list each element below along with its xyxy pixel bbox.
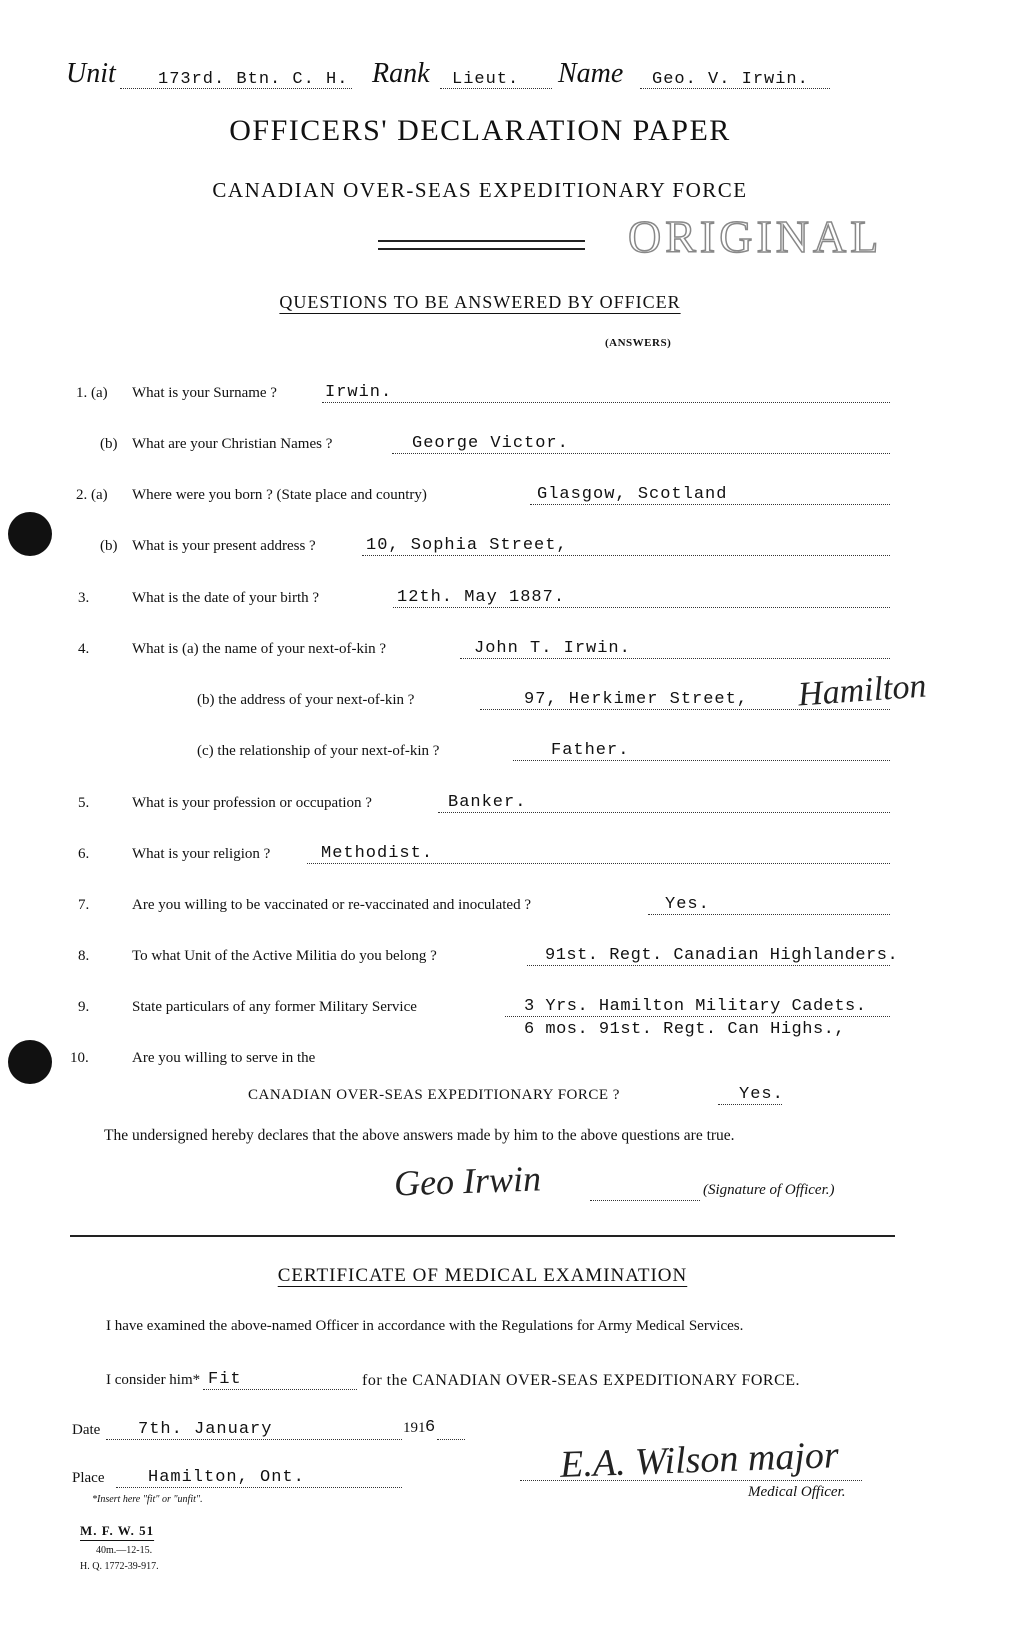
q2b-answer: 10, Sophia Street, xyxy=(366,536,568,555)
punch-hole-top xyxy=(8,512,52,556)
q4-number: 4. xyxy=(78,641,90,657)
q9-number: 9. xyxy=(78,999,90,1015)
q4a-answer: John T. Irwin. xyxy=(474,639,631,658)
q7-answer: Yes. xyxy=(665,895,710,914)
q5-text: What is your profession or occupation ? xyxy=(132,795,372,811)
medical-officer-caption: Medical Officer. xyxy=(748,1484,846,1500)
q8-number: 8. xyxy=(78,948,90,964)
q4a-text: What is (a) the name of your next-of-kin ? xyxy=(132,641,387,657)
q1a-number: 1. (a) xyxy=(76,385,108,401)
name-label: Name xyxy=(558,58,624,89)
q5-number: 5. xyxy=(78,795,90,811)
q1b-number: (b) xyxy=(100,436,118,452)
q3-text: What is the date of your birth ? xyxy=(132,590,320,606)
q1a-answer: Irwin. xyxy=(325,383,393,402)
q10-text: Are you willing to serve in the xyxy=(132,1050,316,1066)
q4b-answer: 97, Herkimer Street, xyxy=(524,690,749,709)
q6-number: 6. xyxy=(78,846,90,862)
questions-heading: QUESTIONS TO BE ANSWERED BY OFFICER xyxy=(279,292,681,312)
place-label: Place xyxy=(72,1470,105,1486)
q9-answer-line2: 6 mos. 91st. Regt. Can Highs., xyxy=(524,1020,846,1039)
form-code-line2: 40m.—12-15. xyxy=(96,1545,153,1556)
page-title: OFFICERS' DECLARATION PAPER xyxy=(229,114,731,147)
rank-label: Rank xyxy=(372,58,430,89)
consider-suffix: for the CANADIAN OVER-SEAS EXPEDITIONARY FORCE. xyxy=(362,1372,801,1389)
q4b-text: (b) the address of your next-of-kin ? xyxy=(197,692,415,708)
q2b-text: What is your present address ? xyxy=(132,538,316,554)
form-code-line3: H. Q. 1772-39-917. xyxy=(80,1561,159,1572)
medical-statement: I have examined the above-named Officer in accordance with the Regulations for Army Medical Services. xyxy=(106,1318,744,1334)
q9-answer-line1: 3 Yrs. Hamilton Military Cadets. xyxy=(524,997,867,1016)
q2a-text: Where were you born ? (State place and country) xyxy=(132,487,427,503)
q1b-answer: George Victor. xyxy=(412,434,569,453)
original-stamp: ORIGINAL xyxy=(628,211,883,262)
name-value: Geo. V. Irwin. xyxy=(652,70,809,89)
year-prefix: 191 xyxy=(403,1420,426,1436)
q1b-text: What are your Christian Names ? xyxy=(132,436,333,452)
officer-signature: Geo Irwin xyxy=(393,1158,542,1204)
declaration-text: The undersigned hereby declares that the above answers made by him to the above questions are true. xyxy=(104,1127,735,1144)
q8-text: To what Unit of the Active Militia do you belong ? xyxy=(132,948,437,964)
q4c-answer: Father. xyxy=(551,741,630,760)
consider-value: Fit xyxy=(208,1370,242,1389)
year-value: 6 xyxy=(425,1418,437,1437)
date-label: Date xyxy=(72,1422,101,1438)
q4c-text: (c) the relationship of your next-of-kin ? xyxy=(197,743,440,759)
consider-prefix: I consider him* xyxy=(106,1372,201,1388)
q4b-handwritten: Hamilton xyxy=(796,667,928,714)
medical-officer-signature: E.A. Wilson major xyxy=(559,1434,840,1486)
q7-number: 7. xyxy=(78,897,90,913)
date-value: 7th. January xyxy=(138,1420,273,1439)
form-code-line1: M. F. W. 51 xyxy=(80,1523,155,1538)
q8-answer: 91st. Regt. Canadian Highlanders. xyxy=(545,946,899,965)
q6-answer: Methodist. xyxy=(321,844,434,863)
unit-label: Unit xyxy=(66,58,116,89)
q9-text: State particulars of any former Military Service xyxy=(132,999,417,1015)
medical-footnote: *Insert here "fit" or "unfit". xyxy=(92,1494,203,1505)
q3-answer: 12th. May 1887. xyxy=(397,588,566,607)
q3-number: 3. xyxy=(78,590,90,606)
q1a-text: What is your Surname ? xyxy=(132,385,277,401)
q6-text: What is your religion ? xyxy=(132,846,271,862)
subtitle: CANADIAN OVER-SEAS EXPEDITIONARY FORCE xyxy=(212,178,748,202)
punch-hole-bottom xyxy=(8,1040,52,1084)
q10-text2: CANADIAN OVER-SEAS EXPEDITIONARY FORCE ? xyxy=(248,1087,620,1103)
q5-answer: Banker. xyxy=(448,793,527,812)
place-value: Hamilton, Ont. xyxy=(148,1468,305,1487)
q10-answer: Yes. xyxy=(739,1085,784,1104)
answers-heading: (ANSWERS) xyxy=(605,337,672,349)
signature-caption: (Signature of Officer.) xyxy=(703,1182,835,1198)
q7-text: Are you willing to be vaccinated or re-vaccinated and inoculated ? xyxy=(132,897,531,913)
q2a-answer: Glasgow, Scotland xyxy=(537,485,728,504)
q2a-number: 2. (a) xyxy=(76,487,108,503)
q10-number: 10. xyxy=(70,1050,89,1066)
medical-heading: CERTIFICATE OF MEDICAL EXAMINATION xyxy=(277,1265,688,1286)
unit-value: 173rd. Btn. C. H. xyxy=(158,70,349,89)
q2b-number: (b) xyxy=(100,538,118,554)
rank-value: Lieut. xyxy=(452,70,520,89)
